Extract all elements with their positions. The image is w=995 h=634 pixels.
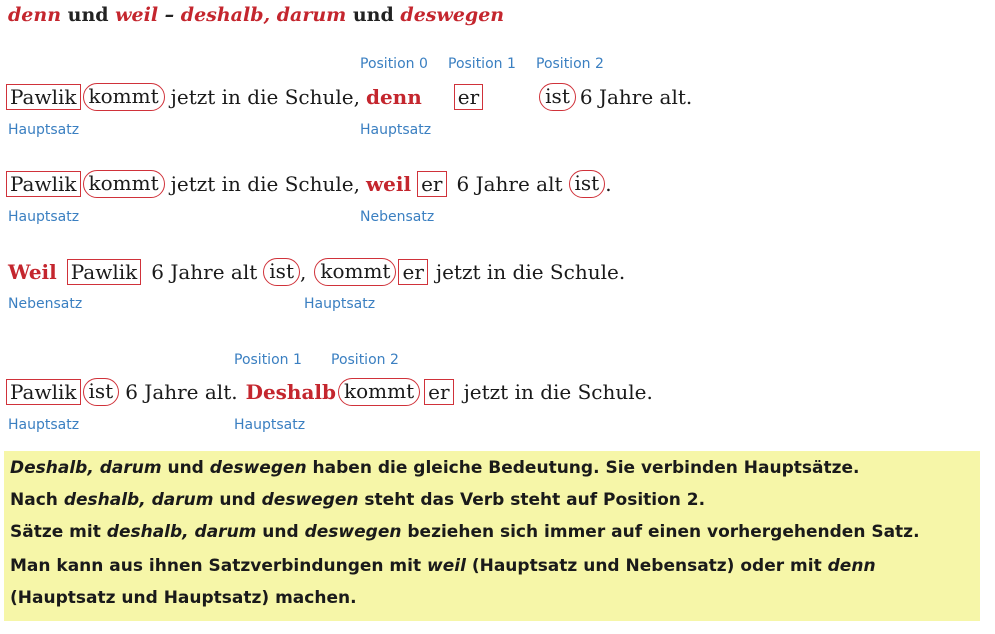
sentence-text: 6 Jahre alt: [456, 172, 563, 196]
sentence-4: [6, 377, 653, 407]
title-deshalb-darum: deshalb, darum: [180, 4, 347, 26]
conjunction: Deshalb: [245, 380, 337, 404]
verb-oval: ist: [569, 170, 606, 198]
position-2-label: Position 2: [536, 56, 604, 72]
clause-label: Hauptsatz: [8, 209, 80, 225]
conjunction: weil: [365, 172, 412, 196]
note-line-5: (Hauptsatz und Hauptsatz) machen.: [10, 588, 357, 608]
conjunction: denn: [365, 85, 422, 109]
sentence-text: 6 Jahre alt.: [579, 85, 693, 109]
clause-label: Hauptsatz: [304, 296, 376, 312]
sentence-text: jetzt in die Schule.: [463, 380, 653, 404]
clause-label: Hauptsatz: [360, 122, 432, 138]
note-line-2: Nach deshalb, darum und deswegen steht das Verb steht auf Position 2.: [10, 490, 706, 510]
conjunction: Weil: [8, 260, 57, 284]
sentence-text: 6 Jahre alt.: [125, 380, 238, 404]
note-line-4: Man kann aus ihnen Satzverbindungen mit weil (Hauptsatz und Nebensatz) oder mit denn: [10, 556, 876, 576]
verb-oval: ist: [83, 378, 120, 406]
title-deswegen: deswegen: [400, 4, 505, 26]
position-0-label: Position 0: [360, 56, 428, 72]
subject-box: er: [417, 171, 446, 197]
verb-oval: kommt: [314, 258, 396, 286]
page-title: [8, 4, 504, 26]
title-und-2: und: [346, 4, 401, 26]
note-line-1: Deshalb, darum und deswegen haben die gleiche Bedeutung. Sie verbinden Hauptsätze.: [10, 458, 860, 478]
subject-box: er: [398, 259, 427, 285]
clause-label: Hauptsatz: [8, 417, 80, 433]
clause-label: Hauptsatz: [8, 122, 80, 138]
clause-label: Nebensatz: [8, 296, 83, 312]
note-line-3: Sätze mit deshalb, darum und deswegen beziehen sich immer auf einen vorhergehenden Satz.: [10, 522, 920, 542]
title-weil: weil: [115, 4, 159, 26]
title-und: und: [61, 4, 116, 26]
clause-label: Hauptsatz: [234, 417, 306, 433]
position-1-label: Position 1: [448, 56, 516, 72]
sentence-text: ,: [299, 260, 307, 284]
title-dash: –: [158, 4, 181, 26]
sentence-text: jetzt in die Schule,: [170, 85, 360, 109]
sentence-2: [6, 169, 612, 199]
verb-oval: ist: [539, 83, 576, 111]
subject-box: Pawlik: [6, 171, 81, 197]
position-1-label: Position 1: [234, 352, 302, 368]
sentence-text: jetzt in die Schule.: [435, 260, 626, 284]
subject-box: er: [424, 379, 453, 405]
position-2-label: Position 2: [331, 352, 399, 368]
sentence-1: [6, 82, 692, 112]
subject-box: Pawlik: [6, 379, 81, 405]
subject-box: er: [454, 84, 483, 110]
sentence-text: .: [605, 172, 612, 196]
verb-oval: ist: [263, 258, 300, 286]
sentence-3: [8, 257, 625, 287]
subject-box: Pawlik: [6, 84, 81, 110]
verb-oval: kommt: [83, 170, 165, 198]
subject-box: Pawlik: [67, 259, 142, 285]
verb-oval: kommt: [338, 378, 420, 406]
verb-oval: kommt: [83, 83, 165, 111]
clause-label: Nebensatz: [360, 209, 435, 225]
title-denn: denn: [8, 4, 62, 26]
sentence-text: 6 Jahre alt: [151, 260, 258, 284]
sentence-text: jetzt in die Schule,: [170, 172, 360, 196]
